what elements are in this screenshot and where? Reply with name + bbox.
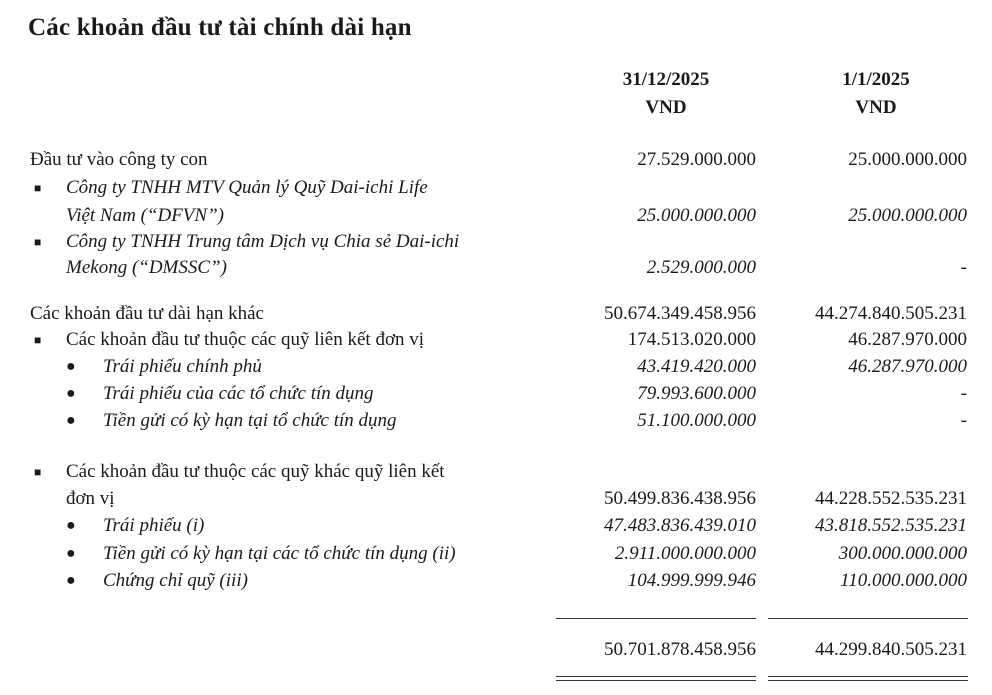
square-bullet-icon: ■ [34,181,42,195]
value-prior: 44.228.552.535.231 [815,488,967,509]
value-prior: 300.000.000.000 [838,543,967,564]
column-unit: VND [645,97,687,118]
value-current: 2.529.000.000 [646,257,756,278]
total-double-rule [768,676,968,677]
value-current: 174.513.020.000 [627,329,756,350]
bullet-icon: ● [66,412,76,429]
value-current: 43.419.420.000 [637,356,756,377]
value-current: 27.529.000.000 [637,149,756,170]
row-investments-in-subsidiaries [0,147,992,173]
total-double-rule [556,680,756,681]
row-label: Công ty TNHH MTV Quản lý Quỹ Dai-ichi Life [66,177,428,198]
row-bonds [0,513,992,539]
value-current: 50.499.836.438.956 [604,488,756,509]
bullet-icon: ● [66,358,76,375]
row-credit-institution-bonds [0,381,992,407]
total-top-rule [768,618,968,619]
row-label: Đầu tư vào công ty con [30,149,208,170]
row-label: Các khoản đầu tư thuộc các quỹ liên kết đơn vị [66,329,425,350]
value-prior: 44.274.840.505.231 [815,303,967,324]
row-dfvn-line2 [0,203,992,229]
row-total [0,637,992,663]
bullet-icon: ● [66,545,76,562]
value-prior: 43.818.552.535.231 [815,515,967,536]
value-prior: 46.287.970.000 [848,356,967,377]
total-double-rule [556,676,756,677]
row-other-long-term-investments [0,301,992,327]
row-unit-linked-deposits [0,408,992,434]
value-current: 104.999.999.946 [627,570,756,591]
value-current: 79.993.600.000 [637,383,756,404]
square-bullet-icon: ■ [34,333,42,347]
row-label: Trái phiếu của các tổ chức tín dụng [103,383,374,404]
row-label: Trái phiếu (i) [103,515,205,536]
row-fund-certificates [0,568,992,594]
row-non-unit-linked-funds-line2 [0,486,992,512]
row-label: Các khoản đầu tư thuộc các quỹ khác quỹ liên kết [66,461,445,482]
row-label: Tiền gửi có kỳ hạn tại các tổ chức tín dụng (ii) [103,543,456,564]
row-label: Mekong (“DMSSC”) [66,257,227,278]
row-unit-linked-funds [0,327,992,353]
value-current: 47.483.836.439.010 [604,515,756,536]
value-prior: 110.000.000.000 [840,570,967,591]
value-prior: - [960,257,967,278]
value-current: 2.911.000.000.000 [614,543,756,564]
row-label: Chứng chỉ quỹ (iii) [103,570,248,591]
row-dmssc-line2 [0,255,992,281]
bullet-icon: ● [66,385,76,402]
page-title: Các khoản đầu tư tài chính dài hạn [28,14,412,41]
column-date: 31/12/2025 [622,69,710,90]
row-dfvn-line1 [0,175,992,201]
column-header-current [566,66,766,122]
value-current: 25.000.000.000 [637,205,756,226]
bullet-icon: ● [66,572,76,589]
row-label: Trái phiếu chính phủ [103,356,262,377]
column-date: 1/1/2025 [842,69,910,90]
value-prior: - [960,410,967,431]
value-current: 50.674.349.458.956 [604,303,756,324]
column-unit: VND [855,97,897,118]
square-bullet-icon: ■ [34,465,42,479]
value-current: 51.100.000.000 [637,410,756,431]
column-header-prior [776,66,976,122]
value-prior: 25.000.000.000 [848,149,967,170]
row-dmssc-line1 [0,229,992,255]
value-prior: 25.000.000.000 [848,205,967,226]
square-bullet-icon: ■ [34,235,42,249]
total-prior: 44.299.840.505.231 [815,639,967,660]
total-current: 50.701.878.458.956 [604,639,756,660]
row-label: đơn vị [66,488,115,509]
bullet-icon: ● [66,517,76,534]
value-prior: - [960,383,967,404]
row-label: Tiền gửi có kỳ hạn tại tổ chức tín dụng [103,410,397,431]
row-label: Các khoản đầu tư dài hạn khác [30,303,264,324]
row-government-bonds [0,354,992,380]
value-prior: 46.287.970.000 [848,329,967,350]
total-double-rule [768,680,968,681]
total-top-rule [556,618,756,619]
row-label: Công ty TNHH Trung tâm Dịch vụ Chia sẻ Dai-ichi [66,231,460,252]
row-term-deposits [0,541,992,567]
row-label: Việt Nam (“DFVN”) [66,205,224,226]
row-non-unit-linked-funds-line1 [0,459,992,485]
